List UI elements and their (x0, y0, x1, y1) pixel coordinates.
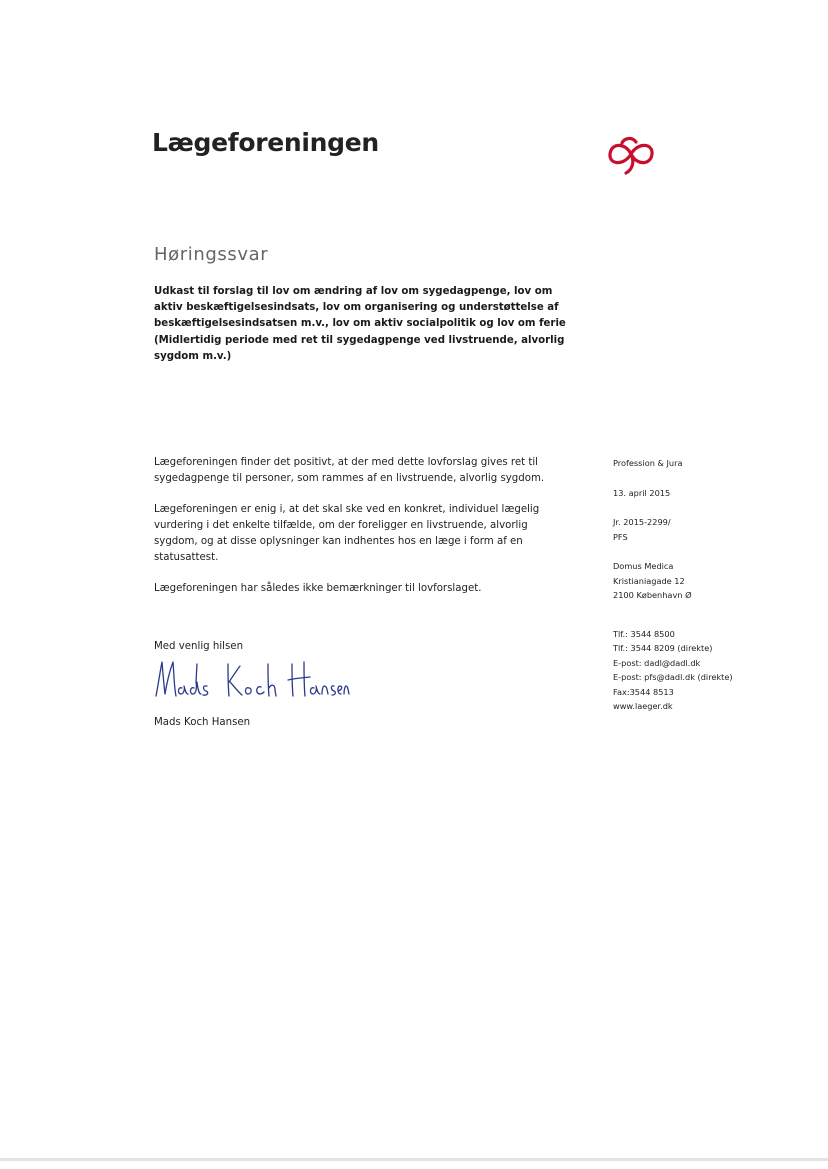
phone-direct: Tlf.: 3544 8209 (direkte) (613, 643, 713, 653)
sender-info-sidebar (613, 456, 793, 729)
document-type-heading: Høringssvar (154, 244, 269, 265)
letter-body (154, 455, 574, 612)
department: Profession & Jura (613, 458, 683, 468)
signer-name: Mads Koch Hansen (154, 717, 251, 728)
body-paragraph: Lægeforeningen har således ikke bemærkninger til lovforslaget. (154, 583, 482, 594)
letter-date: 13. april 2015 (613, 487, 671, 498)
caduceus-logo-icon (605, 133, 657, 175)
body-paragraph: Lægeforeningen er enig i, at det skal ske ved en konkret, individuel lægelig vurdering i det enkelte tilfælde, om der foreligger en livstruende, alvorlig sygdom, og at disse oplysninger kan indhentes hos en læge i form af en statusattest. (154, 504, 540, 563)
address-line: 2100 København Ø (613, 590, 692, 600)
document-subject: Udkast til forslag til lov om ændring af lov om sygedagpenge, lov om aktiv beskæftigelsesindsats, lov om organisering og understøttelse af beskæftigelsesindsatsen m.v., lov om aktiv socialpolitik og lov om ferie (Midlertidig periode med ret til sygedagpenge ved livstruende, alvorlig sygdom m.v.) (154, 286, 566, 362)
website-link[interactable]: www.laeger.dk (613, 701, 673, 711)
address-line: Domus Medica (613, 561, 674, 571)
organization-name: Lægeforeningen (152, 128, 379, 157)
body-paragraph: Lægeforeningen finder det positivt, at der med dette lovforslag gives ret til sygedagpenge til personer, som rammes af en livstruende, alvorlig sygdom. (154, 457, 545, 484)
handwritten-signature (150, 652, 350, 702)
closing-salutation: Med venlig hilsen (154, 641, 244, 652)
email-direct: E-post: pfs@dadl.dk (direkte) (613, 672, 733, 682)
page-bottom-edge (0, 1158, 828, 1161)
journal-initials: PFS (613, 531, 628, 542)
email-main: E-post: dadl@dadl.dk (613, 657, 701, 668)
journal-number: Jr. 2015-2299/ (613, 517, 671, 527)
phone-main: Tlf.: 3544 8500 (613, 628, 675, 639)
fax-number: Fax:3544 8513 (613, 686, 674, 697)
address-line: Kristianiagade 12 (613, 575, 685, 586)
